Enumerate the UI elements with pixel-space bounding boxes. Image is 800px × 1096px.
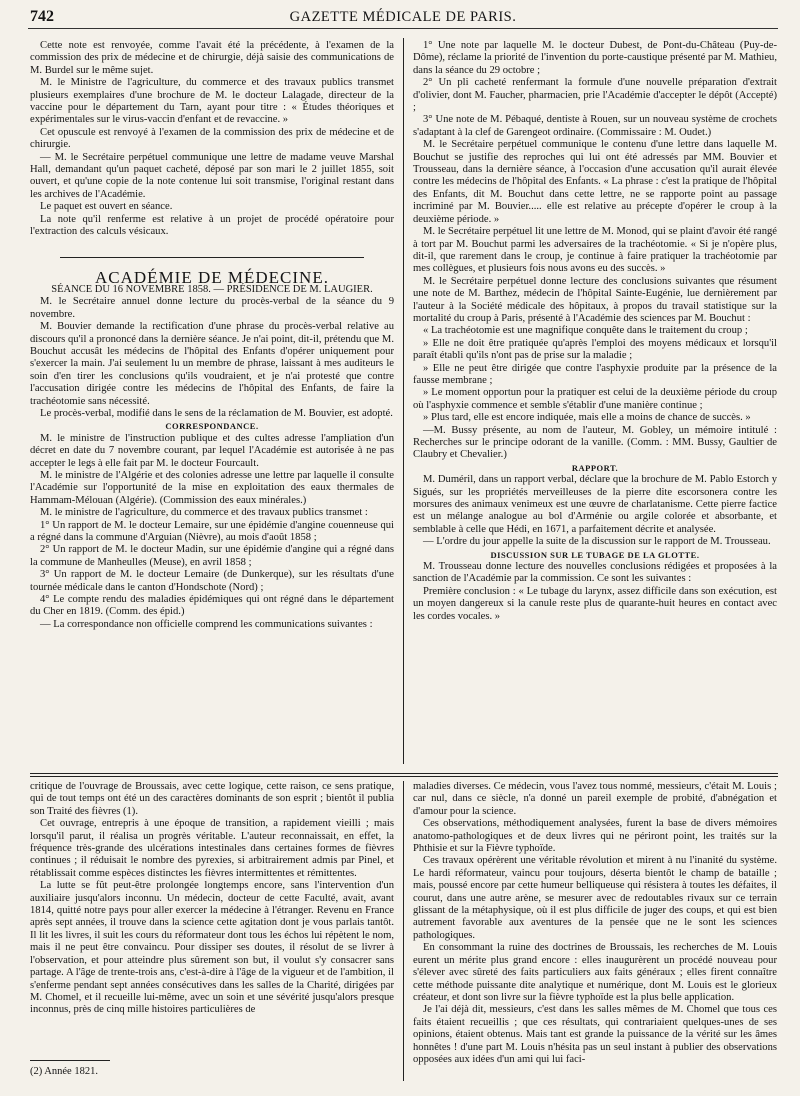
paragraph: Cet opuscule est renvoyé à l'examen de la commission des prix de médecine et de chirurgie. (30, 126, 394, 151)
subsection-heading: DISCUSSION SUR LE TUBAGE DE LA GLOTTE. (490, 549, 700, 560)
bottom-right-column (413, 781, 777, 1086)
paragraph: » Plus tard, elle est encore indiquée, mais elle a moins de chance de succès. » (423, 412, 751, 424)
paragraph: Cet ouvrage, entrepris à une époque de transition, a rapidement vieilli ; mais lorsqu'il parut, il réalisa un progrès véritable. L'auteur reconnaissait, en effet, la fréquence très-grande des ulcérations intestinales dans certaines formes de fièvres continues ; il réduisait le nombre des pyrexies, si arbitrairement admis par Pinel, et rétablissait comme espèces distinctes les fièvres intermittentes et rémittentes. (30, 818, 394, 879)
session-title: SÉANCE DU 16 NOVEMBRE 1858. — PRÉSIDENCE DE M. LAUGIER. (51, 283, 373, 295)
paragraph: M. le Secrétaire annuel donne lecture du procès-verbal de la séance du 9 novembre. (30, 296, 394, 320)
journal-title: GAZETTE MÉDICALE DE PARIS. (289, 9, 517, 25)
section-divider (60, 257, 364, 258)
paragraph: La note qu'il renferme est relative à un projet de procédé opératoire pour l'extraction des calculs vésicaux. (30, 213, 394, 238)
paragraph: En consommant la ruine des doctrines de Broussais, les recherches de M. Louis eurent un mérite plus grand encore : elles inaugurèrent un procédé nouveau pour s'élever avec sûreté des faits particuliers aux faits généraux ; elles firent connaître cette méthode puissante dite analytique et numérique, dont M. Louis est le glorieux créateur, et dont son livre sur la fièvre typhoïde est la plus belle application. (413, 942, 777, 1003)
paragraph: » Elle ne peut être dirigée que contre l'asphyxie produite par la présence de la fausse membrane ; (413, 362, 777, 386)
paragraph: — L'ordre du jour appelle la suite de la discussion sur le rapport de M. Trousseau. (423, 536, 771, 548)
paragraph: critique de l'ouvrage de Broussais, avec cette logique, cette raison, ce sens pratique, qui de tout temps ont été un des caractères dominants de son esprit ; bientôt il publia son Traité des fièvres (1). (30, 781, 394, 817)
page-number: 742 (30, 8, 54, 25)
paragraph: Je l'ai déjà dit, messieurs, c'est dans les salles mêmes de M. Chomel que tous ces faits étaient recueillis ; que ces résultats, qui contrariaient quelques-unes de ses opinions, étaient obtenus. Mais tant est grande la puissance de la vérité sur les âmes honnêtes ! d'une part M. Louis n'hésita pas un seul instant à publier des observations opposées aux idées d'un ami qui lui faci- (413, 1004, 777, 1065)
paragraph: M. le Ministre de l'agriculture, du commerce et des travaux publics transmet plusieurs exemplaires d'une brochure de M. le docteur Lalagade, directeur de la vaccine pour le département du Tarn, ayant pour titre : « Études théoriques et expérimentales sur le virus-vaccin d'enfant et de revaccine. » (30, 77, 394, 126)
paragraph: La lutte se fût peut-être prolongée longtemps encore, sans l'intervention d'un auxiliaire jusqu'alors inconnu. Un médecin, docteur de cette Faculté, avait, avant 1814, quitté notre pays pour aller exercer la médecine à l'étranger. Revenu en France après sept années, il trouve dans la science cette agitation dont je vous parlais tantôt. Il lit les livres, il suit les cours du réformateur dont tous les échos lui répètent le nom, mais il ne peut être convaincu. Pour dissiper ses doutes, il résolut de se livrer à l'observation, et pour atteindre plus sûrement son but, il voulut s'y consacrer sans partage. A l'âge de trente-trois ans, c'est-à-dire à l'âge de la vigueur et de l'ambition, il s'enferme pendant sept années consécutives dans les salles de la Charité, dirigées par M. Chomel, et il recueille lui-même, avec un soin et une sévérité jusqu'alors presque inconnus, près de cinq mille histoires particulières de (30, 880, 394, 1016)
paragraph: Le procès-verbal, modifié dans le sens de la réclamation de M. Bouvier, est adopté. (40, 407, 393, 419)
paragraph: « La trachéotomie est une magnifique conquête dans le traitement du croup ; (423, 325, 748, 337)
paragraph: M. le Secrétaire perpétuel donne lecture des conclusions suivantes que résument une note de M. Barthez, médecin de l'hôpital Sainte-Eugénie, lue dernièrement par l'auteur à la Société médicale des hôpitaux, à propos du travail statistique sur la mortalité du croup à Paris, présenté à l'Académie des sciences par M. Bouchut : (413, 275, 777, 324)
paragraph: Le paquet est ouvert en séance. (40, 201, 173, 213)
paragraph: Cette note est renvoyée, comme l'avait été la précédente, à l'examen de la commission des prix de médecine et de chirurgie, déjà saisie des communications de M. Burdel sur le même sujet. (30, 40, 394, 76)
paragraph: maladies diverses. Ce médecin, vous l'avez tous nommé, messieurs, c'était M. Louis ; car nul, dans ce siècle, n'a donné un pareil exemple de probité, d'abnégation et d'amour pour la science. (413, 781, 777, 817)
column-divider (403, 38, 404, 764)
footnote: (2) Année 1821. (30, 1066, 98, 1077)
paragraph: M. Duméril, dans un rapport verbal, déclare que la brochure de M. Pablo Estorch y Sigués, sur les propriétés merveilleuses de la pierre dite escorsonera contre les morsures des animaux venimeux est une œuvre de charlatanisme. Cette pierre factice est un mélange analogue au bol d'Arménie ou argile colorée et absorbante, et semblable à celle que Hédi, en 1671, a parfaitement décrite et analysée. (413, 474, 777, 535)
footnote-rule (30, 1060, 110, 1061)
paragraph: 1° Une note par laquelle M. le docteur Dubest, de Pont-du-Château (Puy-de-Dôme), réclame la priorité de l'invention du porte-caustique présenté par M. Mathieu, dans la séance du 29 octobre ; (413, 40, 777, 76)
bottom-left-column (30, 781, 394, 1057)
paragraph: Ces observations, méthodiquement analysées, furent la base de divers mémoires anatomo-pathologiques et de deux livres qui ne périront point, les traités sur la Phthisie et sur la Fièvre typhoïde. (413, 818, 777, 855)
paragraph: » Elle ne doit être pratiquée qu'après l'emploi des moyens médicaux et lorsqu'il paraît établi qu'ils n'ont pas de prise sur la maladie ; (413, 337, 777, 362)
paragraph: 3° Un rapport de M. le docteur Lemaire (de Dunkerque), sur les résultats d'une tournée médicale dans le canton d'Hondschote (Nord) ; (30, 569, 394, 593)
paragraph: Première conclusion : « Le tubage du larynx, assez difficile dans son exécution, est un moyen dangereux si la canule reste plus de quarante-huit heures en contact avec les cordes vocales. » (413, 585, 777, 622)
paragraph: 4° Le compte rendu des maladies épidémiques qui ont régné dans le département du Cher en 1819. (Comm. des épid.) (30, 594, 394, 618)
section-title: ACADÉMIE DE MÉDECINE. (95, 267, 329, 287)
paragraph: M. Trousseau donne lecture des nouvelles conclusions rédigées et proposées à la sanction de l'Académie par la commission. Ce sont les suivantes : (413, 561, 777, 585)
paragraph: 2° Un pli cacheté renfermant la formule d'une nouvelle préparation d'extrait d'olivier, dont M. Faucher, pharmacien, prie l'Académie d'accepter le dépôt (Accepté) ; (413, 77, 777, 114)
column-divider (403, 781, 404, 1081)
paragraph: M. le ministre de l'agriculture, du commerce et des travaux publics transmet : (40, 507, 368, 519)
subsection-heading: CORRESPONDANCE. (165, 421, 259, 432)
paragraph: — La correspondance non officielle comprend les communications suivantes : (40, 618, 373, 630)
page-header (28, 6, 778, 29)
paragraph: » Le moment opportun pour la pratiquer est celui de la deuxième période du croup où l'asphyxie commence et semble s'établir d'une manière continue ; (413, 387, 777, 411)
paragraph: — M. le Secrétaire perpétuel communique une lettre de madame veuve Marshal Hall, demandant qu'un paquet cacheté, déposé par son mari le 2 juillet 1855, soit ouvert, et qu'une copie de la note contenue lui soit transmise, l'original restant dans les archives de l'Académie. (30, 151, 394, 200)
paragraph: M. le ministre de l'Algérie et des colonies adresse une lettre par laquelle il consulte l'Académie sur l'opportunité de la mise en exploitation des eaux thermales de Hammam-Mélouan (Algérie). (Commission des eaux minérales.) (30, 470, 394, 506)
paragraph: M. le Secrétaire perpétuel communique le contenu d'une lettre dans laquelle M. Bouchut se justifie des reproches qui lui ont été adressés par MM. Bouvier et Trousseau, dans la dernière séance, à l'occasion d'une accusation qu'il aurait élevée contre les médecins de l'hôpital des Enfants. « La phrase : c'est la pratique de l'hôpital des Enfants, dit M. Bouchut dans cette lettre, ne se rapporte point au passage incriminé par M. Bouvier..... elle est relative au précepte d'opérer le croup à la deuxième période. » (413, 139, 777, 225)
paragraph: M. le ministre de l'instruction publique et des cultes adresse l'ampliation d'un décret en date du 7 novembre courant, par lequel l'Académie est autorisée à ne pas accepter le legs à elle fait par M. le docteur Fourcault. (30, 432, 394, 469)
paragraph: 2° Un rapport de M. le docteur Madin, sur une épidémie d'angine qui a régné dans la commune de Manheulles (Meuse), en avril 1858 ; (30, 544, 394, 568)
subsection-heading: RAPPORT. (571, 462, 619, 473)
feuilleton-divider (30, 773, 778, 774)
top-left-column (30, 40, 394, 758)
top-right-column (413, 40, 777, 758)
paragraph: 3° Une note de M. Pébaqué, dentiste à Rouen, sur un nouveau système de crochets s'adaptant à la clef de Garengeot ordinaire. (Commissaire : M. Oudet.) (413, 114, 777, 138)
paragraph: —M. Bussy présente, au nom de l'auteur, M. Gobley, un mémoire intitulé : Recherches sur le principe odorant de la vanille. (Comm. : MM. Bussy, Gaultier de Claubry et Chevalier.) (413, 424, 777, 461)
paragraph: M. Bouvier demande la rectification d'une phrase du procès-verbal relative au discours qu'il a prononcé dans la dernière séance. Je n'ai point, dit-il, prétendu que M. Bouchut accusât les médecins de l'hôpital des Enfants d'opérer uniquement pour s'exercer la main. J'ai seulement lu un membre de phrase, laissant à mes auditeurs le soin d'en tirer les conclusions qu'ils voudraient, et je n'ai protesté que contre l'accusation dirigée contre les médecins de l'hôpital des Enfants, de faire la trachéotomie sans nécessité. (30, 321, 394, 407)
paragraph: Ces travaux opérèrent une véritable révolution et mirent à nu l'inanité du système. Le hardi réformateur, vaincu pour toujours, déserta bientôt le champ de bataille ; mais, poussé encore par cette humeur belliqueuse qui résistera à toutes les défaites, il courut, dans une autre arène, se mesurer avec de redoutables rivaux sur ce terrain glissant de la métaphysique, où il est plus difficile de juger des coups, et qui est bien autrement favorable aux aventures de la pensée que ne le sont les sciences pathologiques. (413, 855, 777, 941)
feuilleton-divider (30, 776, 778, 777)
paragraph: 1° Un rapport de M. le docteur Lemaire, sur une épidémie d'angine couenneuse qui a régné dans la commune d'Arguian (Nièvre), au mois d'août 1858 ; (30, 519, 394, 544)
paragraph: M. le Secrétaire perpétuel lit une lettre de M. Monod, qui se plaint d'avoir été rangé à tort par M. Bouchut parmi les adversaires de la trachéotomie. « Si je n'opère plus, dit-il, que rarement dans le croup, je continue à faire pratiquer la trachéotomie par mes collègues, et plusieurs fois nous avons eu des succès. » (413, 226, 777, 275)
